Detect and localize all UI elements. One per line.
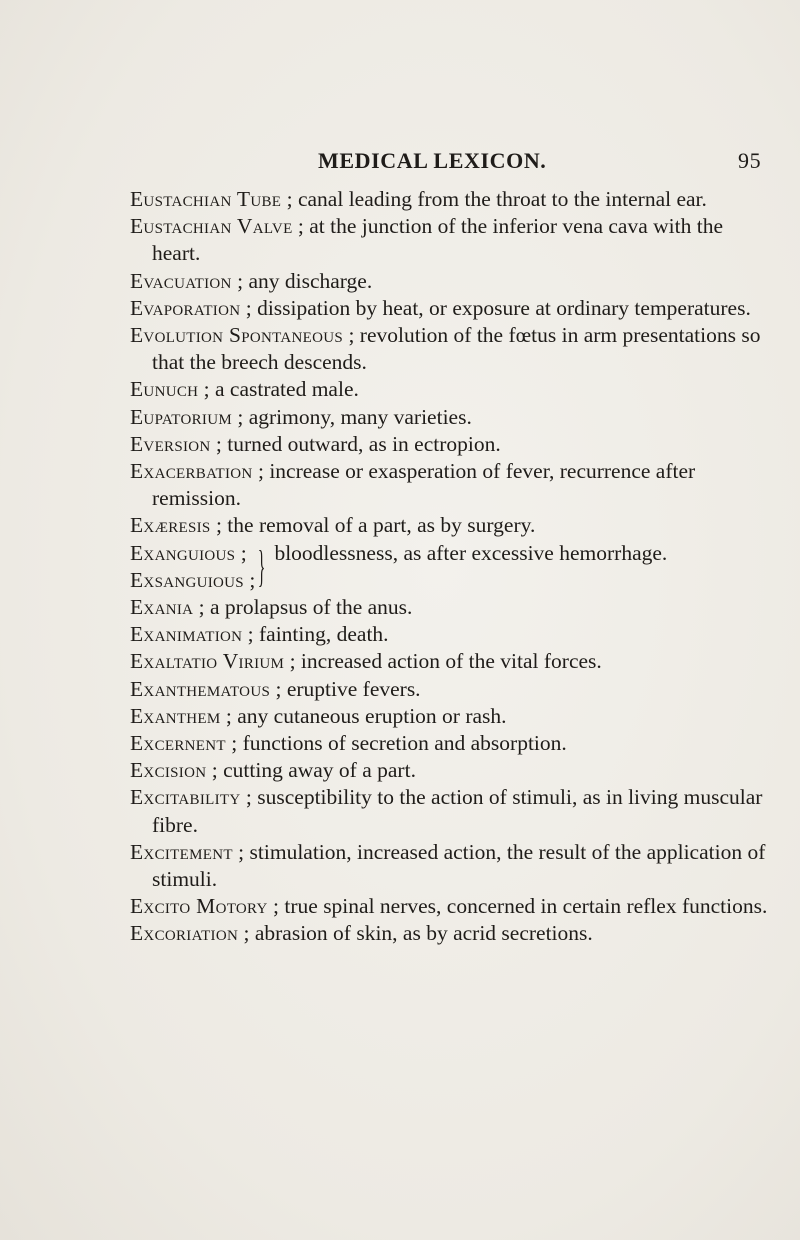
- entry-definition: true spinal nerves, concerned in certain reflex functions.: [284, 894, 768, 919]
- entry-definition: revolution of the fœtus in arm presentations so that the breech descends.: [152, 323, 761, 375]
- lexicon-entry: Exacerbation ; increase or exasperation of fever, recurrence after remission.: [130, 459, 696, 511]
- entry-term: Evaporation: [130, 295, 241, 320]
- entry-definition: agrimony, many varieties.: [248, 404, 472, 429]
- entry-definition: any cutaneous eruption or rash.: [237, 703, 507, 728]
- lexicon-entry: Eustachian Tube ; canal leading from the throat to the internal ear.: [130, 187, 707, 211]
- running-title: MEDICAL LEXICON.: [318, 148, 547, 173]
- entry-term: Excision: [130, 758, 207, 783]
- entry-term: Exaltatio Virium: [130, 649, 285, 674]
- lexicon-entry: Exanthem ; any cutaneous eruption or rash.: [130, 703, 507, 728]
- running-head: [318, 148, 778, 176]
- entry-term: Eupatorium: [130, 404, 232, 429]
- entry-definition: susceptibility to the action of stimuli, as in living muscular fibre.: [152, 785, 763, 837]
- page-number: 95: [738, 148, 762, 173]
- lexicon-entry: Excoriation ; abrasion of skin, as by acrid secretions.: [130, 921, 593, 946]
- entry-definition: fainting, death.: [259, 622, 389, 647]
- lexicon-entry: Evacuation ; any discharge.: [130, 268, 373, 293]
- lexicon-entry: Excito Motory ; true spinal nerves, concerned in certain reflex functions.: [130, 894, 768, 919]
- entry-definition: cutting away of a part.: [223, 758, 416, 783]
- entry-term: Exacerbation: [130, 459, 253, 484]
- entry-definition: a castrated male.: [215, 377, 359, 402]
- lexicon-entry: Excitement ; stimulation, increased action, the result of the application of stimuli.: [130, 839, 766, 892]
- lexicon-entry: Evolution Spontaneous ; revolution of the fœtus in arm presentations so that the breech descends.: [130, 323, 761, 375]
- entry-definition: increase or exasperation of fever, recurrence after remission.: [152, 459, 696, 511]
- entry-definition: the removal of a part, as by surgery.: [227, 513, 536, 538]
- entry-definition: any discharge.: [248, 268, 373, 293]
- entry-term: Excernent: [130, 731, 226, 756]
- entry-term: Exanthematous: [130, 676, 271, 701]
- entry-definition: dissipation by heat, or exposure at ordinary temperatures.: [257, 295, 751, 320]
- lexicon-entries: [130, 186, 770, 948]
- entry-term: Eustachian Tube: [130, 187, 282, 211]
- lexicon-entry: Eunuch ; a castrated male.: [130, 377, 359, 402]
- entry-definition: at the junction of the inferior vena cava with the heart.: [152, 214, 723, 266]
- lexicon-entry: Excitability ; susceptibility to the action of stimuli, as in living muscular fibre.: [130, 785, 763, 837]
- lexicon-entry: Eupatorium ; agrimony, many varieties.: [130, 404, 472, 429]
- lexicon-entry: Excision ; cutting away of a part.: [130, 758, 416, 783]
- entry-definition: increased action of the vital forces.: [300, 649, 602, 674]
- entry-term: Excito Motory: [130, 894, 268, 919]
- braced-entry: [130, 540, 770, 594]
- entry-term: Eustachian Valve: [130, 214, 293, 239]
- lexicon-entry: Excernent ; functions of secretion and absorption.: [130, 731, 567, 756]
- lexicon-entry: Eustachian Valve ; at the junction of the inferior vena cava with the heart.: [130, 214, 723, 266]
- entry-term: Exæresis: [130, 513, 211, 538]
- curly-brace-icon: }: [258, 541, 266, 591]
- entry-definition: abrasion of skin, as by acrid secretions.: [254, 921, 593, 946]
- entry-term: Exanimation: [130, 622, 243, 647]
- entry-term: Excoriation: [130, 921, 239, 946]
- entry-term: Eunuch: [130, 377, 199, 402]
- entry-definition: functions of secretion and absorption.: [242, 731, 567, 756]
- braced-terms: Exanguious ; Exsanguious ;: [130, 540, 256, 592]
- entry-term: Excitement: [130, 839, 233, 864]
- entry-term: Exania: [130, 595, 194, 620]
- lexicon-entry: Exania ; a prolapsus of the anus.: [130, 595, 413, 620]
- entry-term: Exanthem: [130, 703, 221, 728]
- entry-definition: bloodlessness, as after excessive hemorrhage.: [274, 540, 668, 565]
- lexicon-entry: Exanthematous ; eruptive fevers.: [130, 676, 421, 701]
- lexicon-entry: Eversion ; turned outward, as in ectropion.: [130, 431, 501, 456]
- entry-definition: canal leading from the throat to the internal ear.: [297, 187, 707, 211]
- entry-term: Excitability: [130, 785, 241, 810]
- entry-term: Exanguious: [130, 540, 236, 565]
- entry-definition: a prolapsus of the anus.: [210, 595, 413, 620]
- entry-term: Eversion: [130, 431, 211, 456]
- entry-term: Evacuation: [130, 268, 232, 293]
- entry-term: Exsanguious: [130, 567, 244, 592]
- entry-term: Evolution Spontaneous: [130, 323, 344, 348]
- entry-definition: turned outward, as in ectropion.: [227, 431, 501, 456]
- entry-definition: stimulation, increased action, the result of the application of stimuli.: [152, 839, 766, 892]
- lexicon-entry: Evaporation ; dissipation by heat, or exposure at ordinary temperatures.: [130, 295, 751, 320]
- lexicon-entry: Exæresis ; the removal of a part, as by surgery.: [130, 513, 536, 538]
- entry-definition: eruptive fevers.: [286, 676, 421, 701]
- lexicon-entry: Exaltatio Virium ; increased action of the vital forces.: [130, 649, 602, 674]
- lexicon-entry: Exanimation ; fainting, death.: [130, 622, 389, 647]
